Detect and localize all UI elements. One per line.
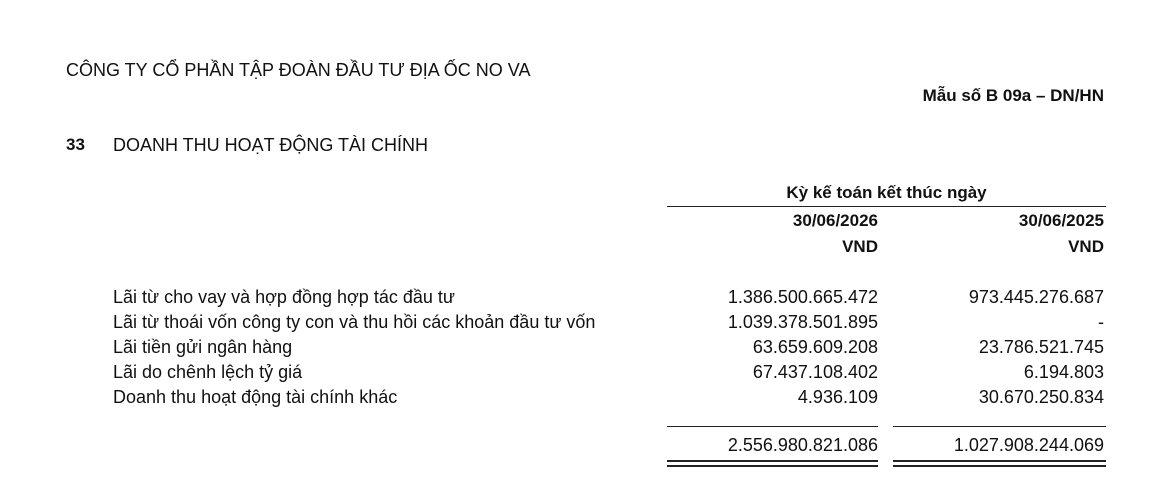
period-caption: Kỳ kế toán kết thúc ngày [786, 183, 987, 202]
column-date-current: 30/06/2026 [792, 211, 878, 230]
row-label-other-income: Doanh thu hoạt động tài chính khác [113, 387, 398, 407]
column-unit-current: VND [842, 237, 878, 256]
total-double-rule-current [667, 460, 878, 467]
subtotal-rule-prior [893, 426, 1106, 427]
total-value-current: 2.556.980.821.086 [727, 435, 878, 455]
row-value-current: 4.936.109 [797, 387, 878, 407]
row-value-prior: 973.445.276.687 [968, 287, 1104, 307]
row-value-prior: 30.670.250.834 [978, 387, 1104, 407]
total-double-rule-prior [893, 460, 1106, 467]
column-date-prior: 30/06/2025 [1018, 211, 1104, 230]
subtotal-rule-current [667, 426, 878, 427]
row-value-current: 63.659.609.208 [752, 337, 878, 357]
row-label-deposit-interest: Lãi tiền gửi ngân hàng [113, 337, 293, 357]
row-value-prior: 6.194.803 [1023, 362, 1104, 382]
total-value-prior: 1.027.908.244.069 [953, 435, 1104, 455]
row-value-current: 1.039.378.501.895 [727, 312, 878, 332]
row-label-loan-interest: Lãi từ cho vay và hợp đồng hợp tác đầu tư [113, 287, 455, 307]
section-title: DOANH THU HOẠT ĐỘNG TÀI CHÍNH [113, 135, 429, 155]
period-underline [667, 206, 1106, 207]
form-number: Mẫu số B 09a – DN/HN [922, 86, 1104, 105]
row-value-current: 67.437.108.402 [752, 362, 878, 382]
row-value-current: 1.386.500.665.472 [727, 287, 878, 307]
row-value-prior: 23.786.521.745 [978, 337, 1104, 357]
row-label-fx-gain: Lãi do chênh lệch tỷ giá [113, 362, 303, 382]
row-label-divestment-gain: Lãi từ thoái vốn công ty con và thu hồi các khoản đầu tư vốn [113, 312, 596, 332]
column-unit-prior: VND [1068, 237, 1104, 256]
company-name: CÔNG TY CỔ PHẦN TẬP ĐOÀN ĐẦU TƯ ĐỊA ỐC NO VA [66, 60, 531, 80]
row-value-prior: - [1098, 312, 1104, 332]
section-number: 33 [66, 135, 85, 154]
